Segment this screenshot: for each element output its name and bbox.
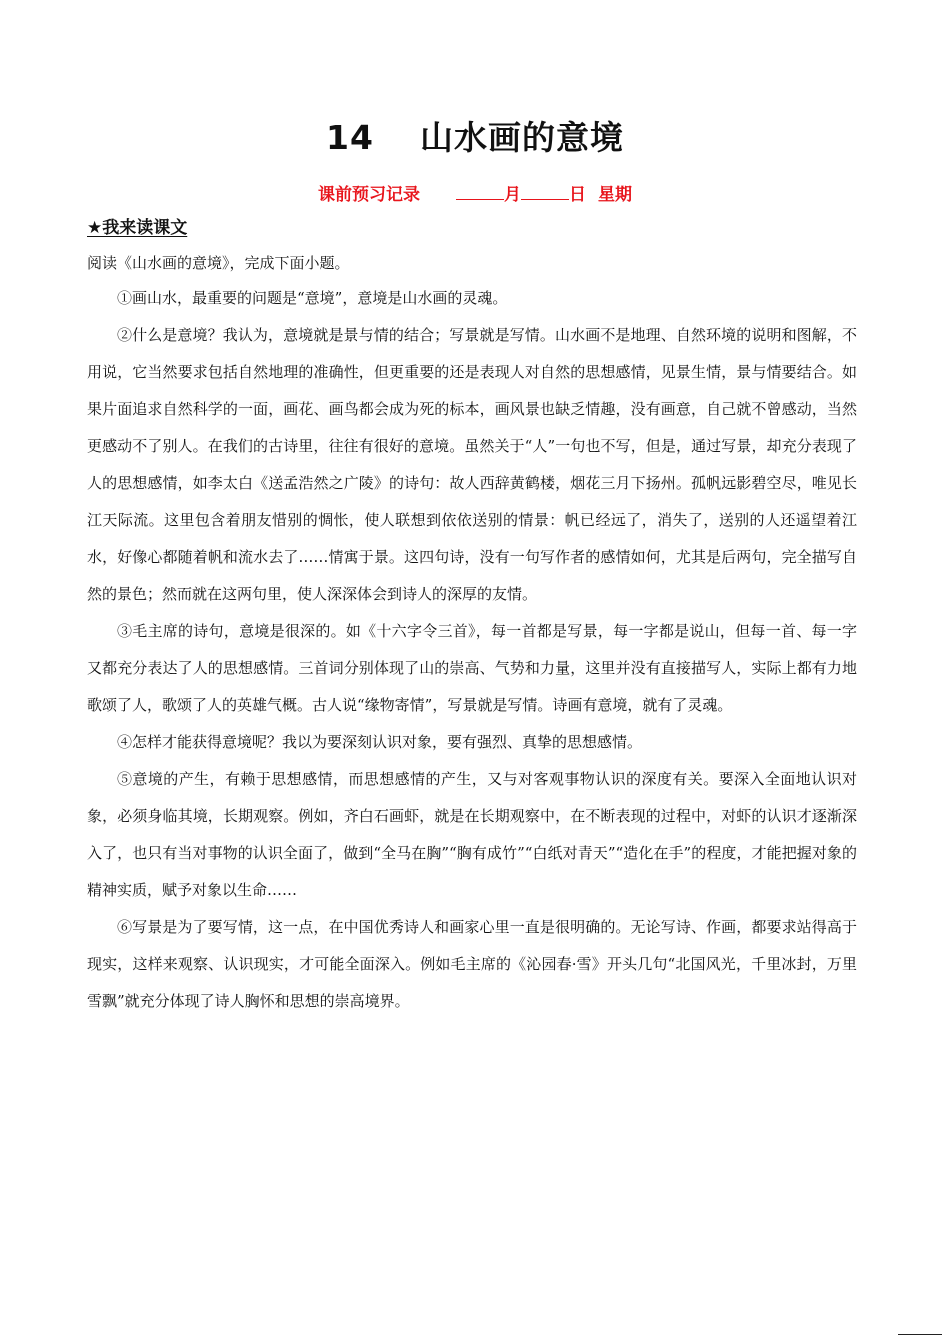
page-title xyxy=(0,112,950,164)
day-blank xyxy=(521,181,569,200)
article-body xyxy=(87,280,857,1020)
paragraph-5: ⑤意境的产生，有赖于思想感情，而思想感情的产生，又与对客观事物认识的深度有关。要深入全面地认识对象，必须身临其境，长期观察。例如，齐白石画虾，就是在长期观察中，在不断表现的过程中，对虾的认识才逐渐深入了，也只有当对事物的认识全面了，做到“全马在胸”“胸有成竹”“白纸对青天”“造化在手”的程度，才能把握对象的精神实质，赋予对象以生命…… xyxy=(87,770,857,899)
day-label: 日 xyxy=(569,185,586,205)
lesson-number: 14 xyxy=(326,118,374,157)
paragraph-2: ②什么是意境？我认为，意境就是景与情的结合；写景就是写情。山水画不是地理、自然环境的说明和图解，不用说，它当然要求包括自然地理的准确性，但更重要的还是表现人对自然的思想感情，见景生情，景与情要结合。如果片面追求自然科学的一面，画花、画鸟都会成为死的标本，画风景也缺乏情趣，没有画意，自己就不曾感动，当然更感动不了别人。在我们的古诗里，往往有很好的意境。虽然关于“人”一句也不写，但是，通过写景，却充分表现了人的思想感情，如李太白《送孟浩然之广陵》的诗句：故人西辞黄鹤楼，烟花三月下扬州。孤帆远影碧空尽，唯见长江天际流。这里包含着朋友惜别的惆怅，使人联想到依依送别的情景：帆已经远了，消失了，送别的人还遥望着江水，好像心都随着帆和流水去了……情寓于景。这四句诗，没有一句写作者的感情如何，尤其是后两句，完全描写自然的景色；然而就在这两句里，使人深深体会到诗人的深厚的友情。 xyxy=(87,326,857,603)
paragraph-3: ③毛主席的诗句，意境是很深的。如《十六字令三首》，每一首都是写景，每一字都是说山，但每一首、每一字又都充分表达了人的思想感情。三首词分别体现了山的崇高、气势和力量，这里并没有直接描写人，实际上都有力地歌颂了人，歌颂了人的英雄气概。古人说“缘物寄情”，写景就是写情。诗画有意境，就有了灵魂。 xyxy=(87,622,857,714)
section-heading: ★我来读课文 xyxy=(87,218,188,238)
paragraph-4: ④怎样才能获得意境呢？我以为要深刻认识对象，要有强烈、真挚的思想感情。 xyxy=(117,733,643,751)
reading-instruction: 阅读《山水画的意境》，完成下面小题。 xyxy=(87,254,350,272)
page-edge-rule xyxy=(898,1334,942,1335)
month-label: 月 xyxy=(504,185,521,205)
month-blank xyxy=(456,181,504,200)
preview-record-line xyxy=(0,180,950,210)
weekday-label: 星期 xyxy=(598,185,632,205)
paragraph-6: ⑥写景是为了要写情，这一点，在中国优秀诗人和画家心里一直是很明确的。无论写诗、作画，都要求站得高于现实，这样来观察、认识现实，才可能全面深入。例如毛主席的《沁园春·雪》开头几句“北国风光，千里冰封，万里雪飘”就充分体现了诗人胸怀和思想的崇高境界。 xyxy=(87,918,857,1010)
record-label: 课前预习记录 xyxy=(318,185,420,205)
paragraph-1: ①画山水，最重要的问题是“意境”，意境是山水画的灵魂。 xyxy=(117,289,508,307)
lesson-title: 山水画的意境 xyxy=(419,118,624,157)
